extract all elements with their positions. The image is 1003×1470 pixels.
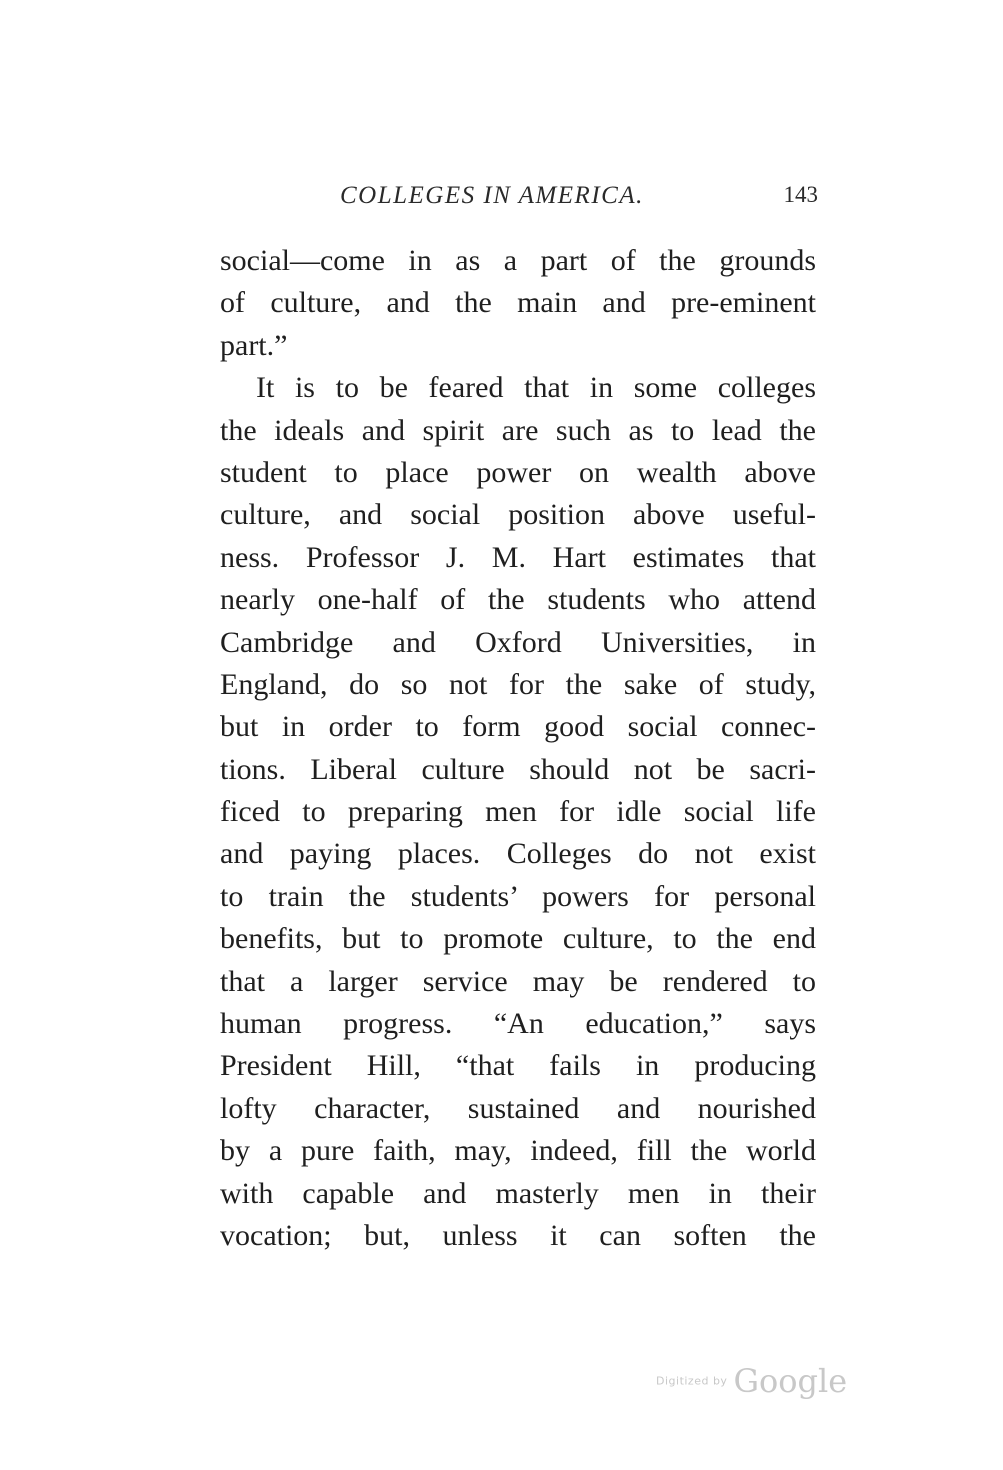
text-line: to train the students’ powers for personal — [220, 879, 816, 913]
text-line: that a larger service may be rendered to — [220, 964, 816, 998]
text-line: student to place power on wealth above — [220, 455, 816, 489]
paragraph-first-line: It is to be feared that in some colleges — [256, 371, 816, 405]
text-line: of culture, and the main and pre-eminent — [220, 286, 816, 320]
digitized-by-google-watermark — [656, 1362, 847, 1402]
running-title: COLLEGES IN AMERICA. — [340, 182, 644, 209]
google-logo: Google — [733, 1362, 848, 1400]
text-line: social—come in as a part of the grounds — [220, 244, 816, 277]
page-number: 143 — [783, 182, 818, 207]
running-head — [220, 182, 818, 222]
text-line: ficed to preparing men for idle social life — [220, 795, 816, 829]
text-line: tions. Liberal culture should not be sacri- — [220, 752, 816, 786]
text-line: but in order to form good social connec- — [220, 710, 816, 744]
text-line: lofty character, sustained and nourished — [220, 1091, 816, 1125]
text-line: benefits, but to promote culture, to the end — [220, 922, 816, 956]
text-line: nearly one-half of the students who attend — [220, 583, 816, 617]
text-line: ness. Professor J. M. Hart estimates that — [220, 540, 816, 574]
body-text — [220, 240, 816, 1257]
text-line: vocation; but, unless it can soften the — [220, 1218, 816, 1252]
text-line: human progress. “An education,” says — [220, 1007, 816, 1041]
text-line: culture, and social position above useful- — [220, 498, 816, 532]
text-line: President Hill, “that fails in producing — [220, 1049, 816, 1083]
text-line: and paying places. Colleges do not exist — [220, 837, 816, 871]
text-line: by a pure faith, may, indeed, fill the world — [220, 1134, 816, 1168]
text-line: England, do so not for the sake of study, — [220, 667, 816, 701]
text-line: the ideals and spirit are such as to lead the — [220, 413, 816, 447]
text-line: Cambridge and Oxford Universities, in — [220, 625, 816, 659]
watermark-prefix: Digitized by — [656, 1374, 728, 1388]
text-line: with capable and masterly men in their — [220, 1176, 816, 1210]
text-line: part.” — [220, 328, 288, 362]
